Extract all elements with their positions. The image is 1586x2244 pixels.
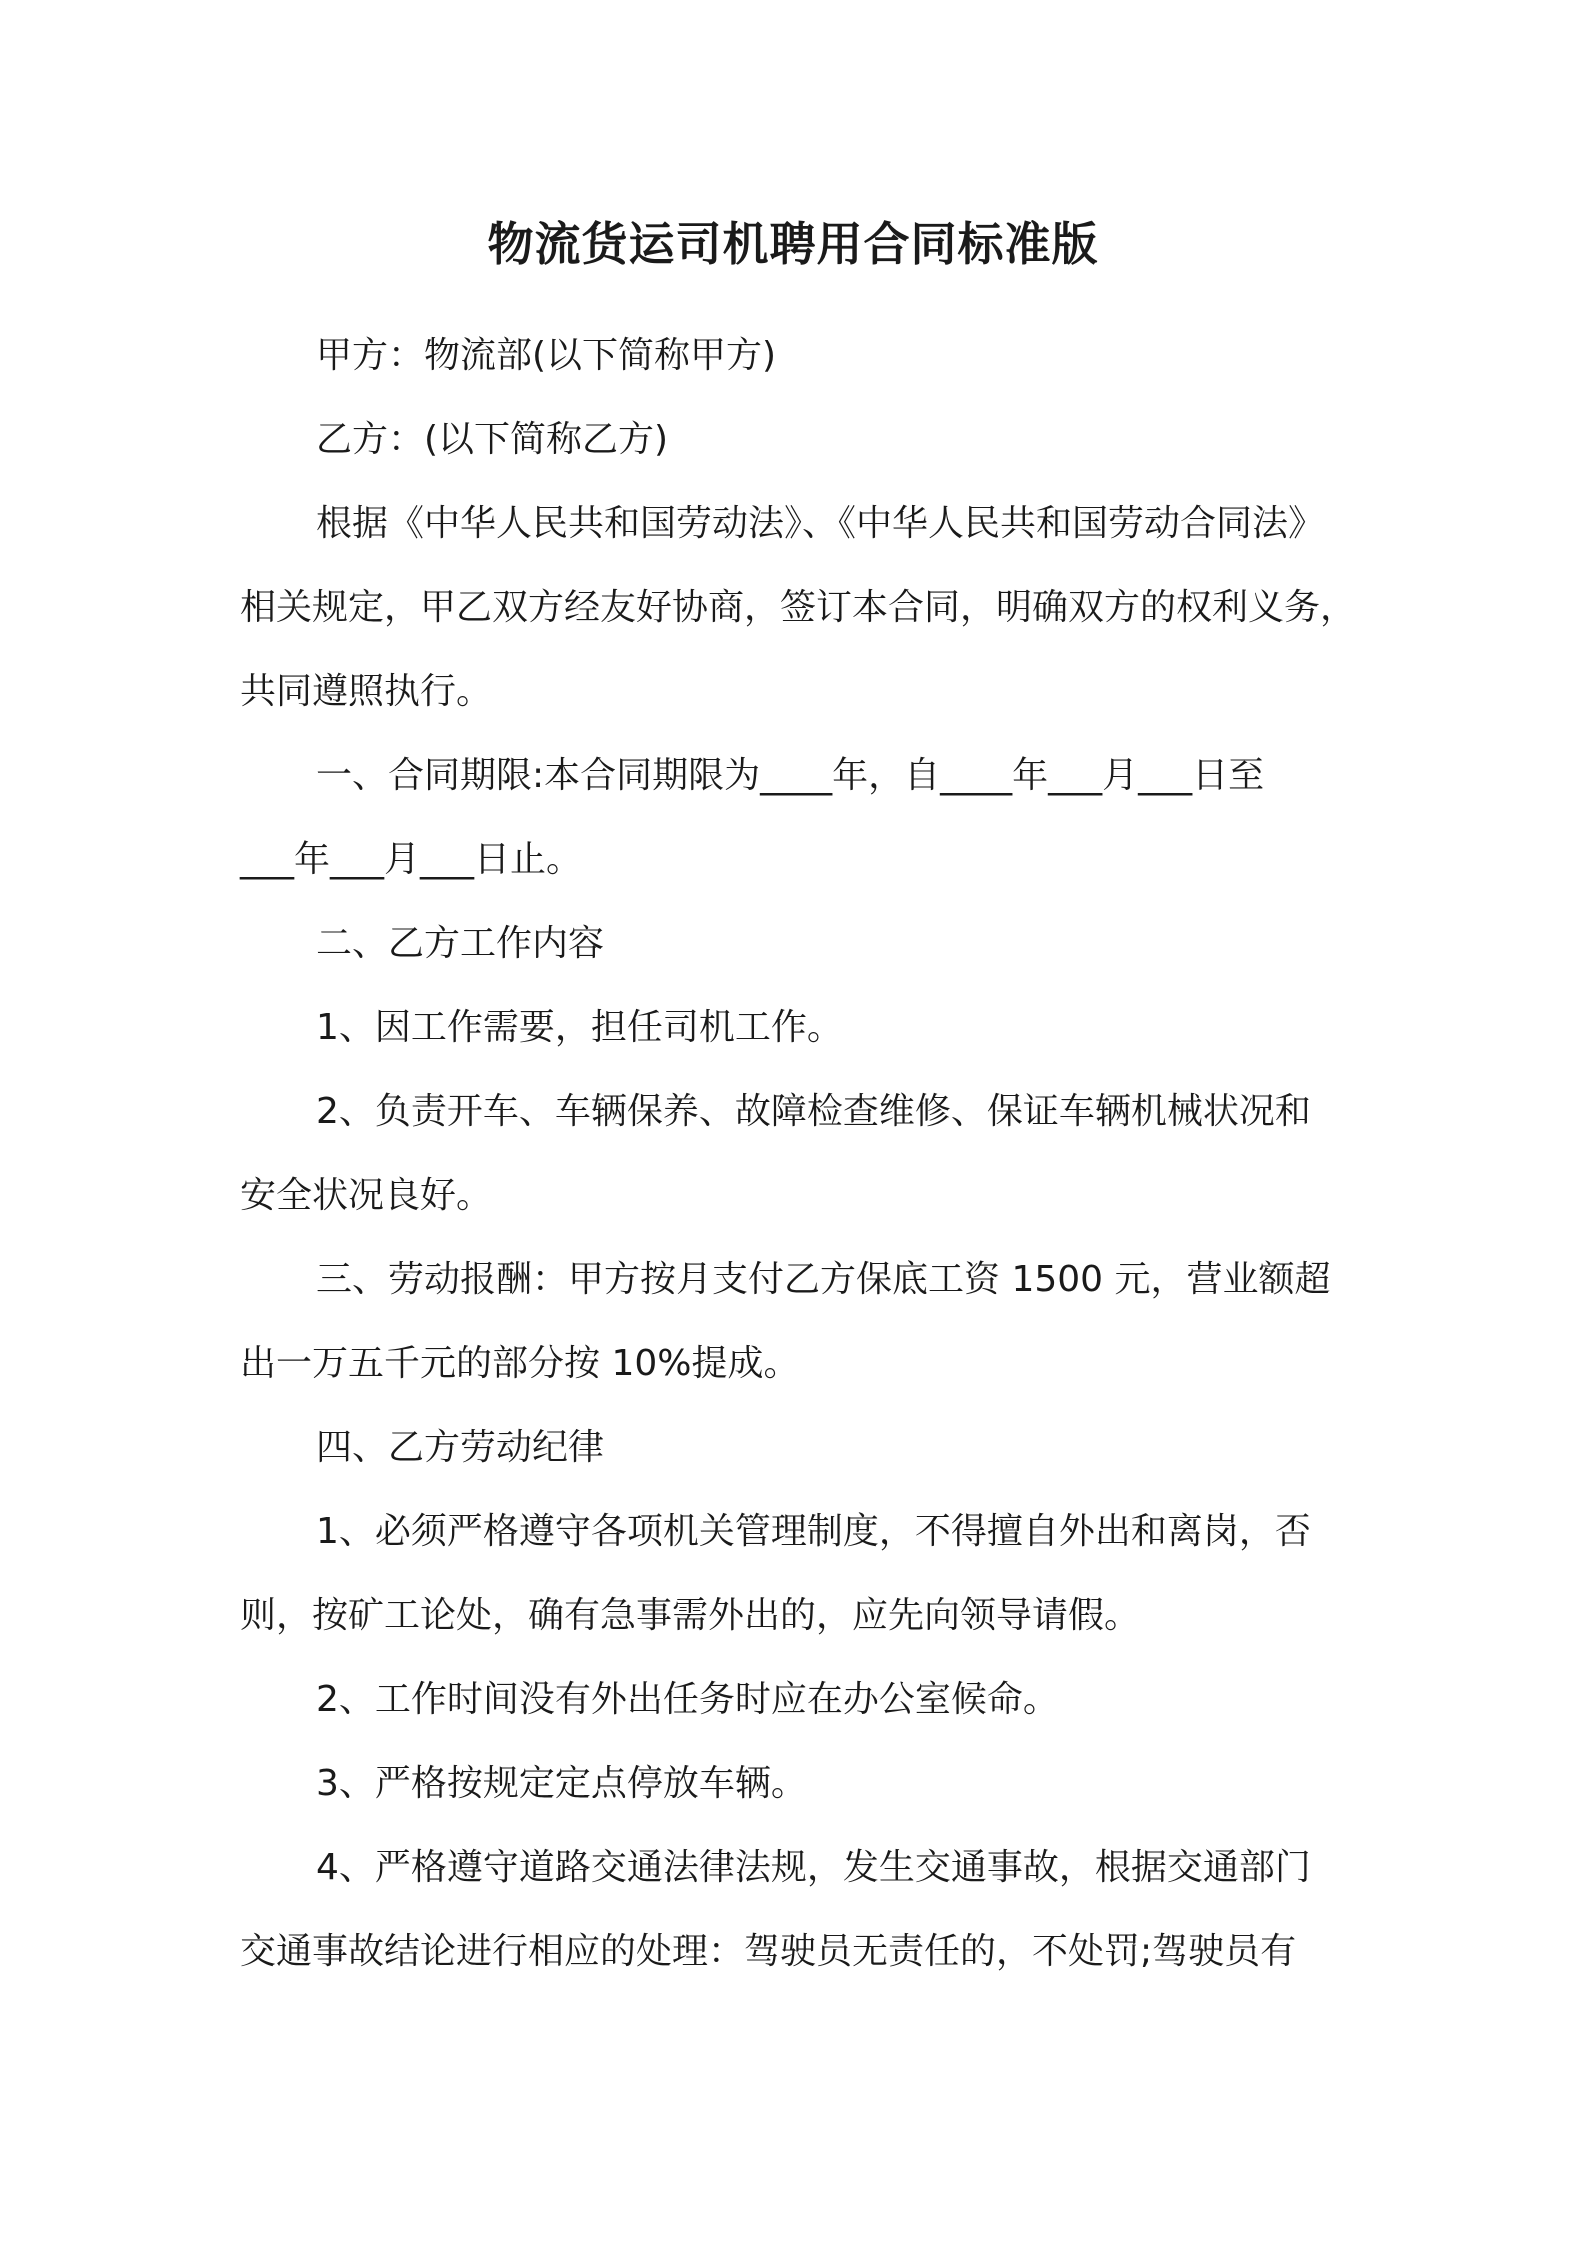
clause-4-item-2: 2、工作时间没有外出任务时应在办公室候命。 — [316, 1679, 1059, 1720]
clause-3-line-2: 出一万五千元的部分按 10%提成。 — [240, 1343, 800, 1384]
preamble-line-3: 共同遵照执行。 — [240, 671, 493, 712]
document-title: 物流货运司机聘用合同标准版 — [487, 217, 1099, 271]
clause-2-item-1: 1、因工作需要，担任司机工作。 — [316, 1007, 843, 1048]
clause-2-item-2-line-1: 2、负责开车、车辆保养、故障检查维修、保证车辆机械状况和 — [316, 1091, 1311, 1132]
preamble-line-1: 根据《中华人民共和国劳动法》、《中华人民共和国劳动合同法》 — [316, 503, 1325, 544]
clause-3-line-1: 三、劳动报酬：甲方按月支付乙方保底工资 1500 元，营业额超 — [316, 1259, 1331, 1300]
clause-4-item-1-line-2: 则，按矿工论处，确有急事需外出的，应先向领导请假。 — [240, 1595, 1141, 1636]
clause-1-line-1: 一、合同期限:本合同期限为____年，自____年___月___日至 — [316, 755, 1265, 796]
clause-4-heading: 四、乙方劳动纪律 — [316, 1427, 605, 1468]
clause-2-item-2-line-2: 安全状况良好。 — [240, 1175, 493, 1216]
clause-2-heading: 二、乙方工作内容 — [316, 923, 605, 964]
clause-4-item-3: 3、严格按规定定点停放车辆。 — [316, 1763, 807, 1804]
clause-1-line-2: ___年___月___日止。 — [240, 839, 583, 880]
clause-4-item-4-line-1: 4、严格遵守道路交通法律法规，发生交通事故，根据交通部门 — [316, 1847, 1311, 1888]
party-a-line: 甲方：物流部(以下简称甲方) — [316, 335, 777, 376]
party-b-line: 乙方：(以下简称乙方) — [316, 419, 669, 460]
clause-4-item-4-line-2: 交通事故结论进行相应的处理：驾驶员无责任的，不处罚;驾驶员有 — [240, 1931, 1297, 1972]
clause-4-item-1-line-1: 1、必须严格遵守各项机关管理制度，不得擅自外出和离岗，否 — [316, 1511, 1311, 1552]
preamble-line-2: 相关规定，甲乙双方经友好协商，签订本合同，明确双方的权利义务， — [240, 587, 1357, 628]
